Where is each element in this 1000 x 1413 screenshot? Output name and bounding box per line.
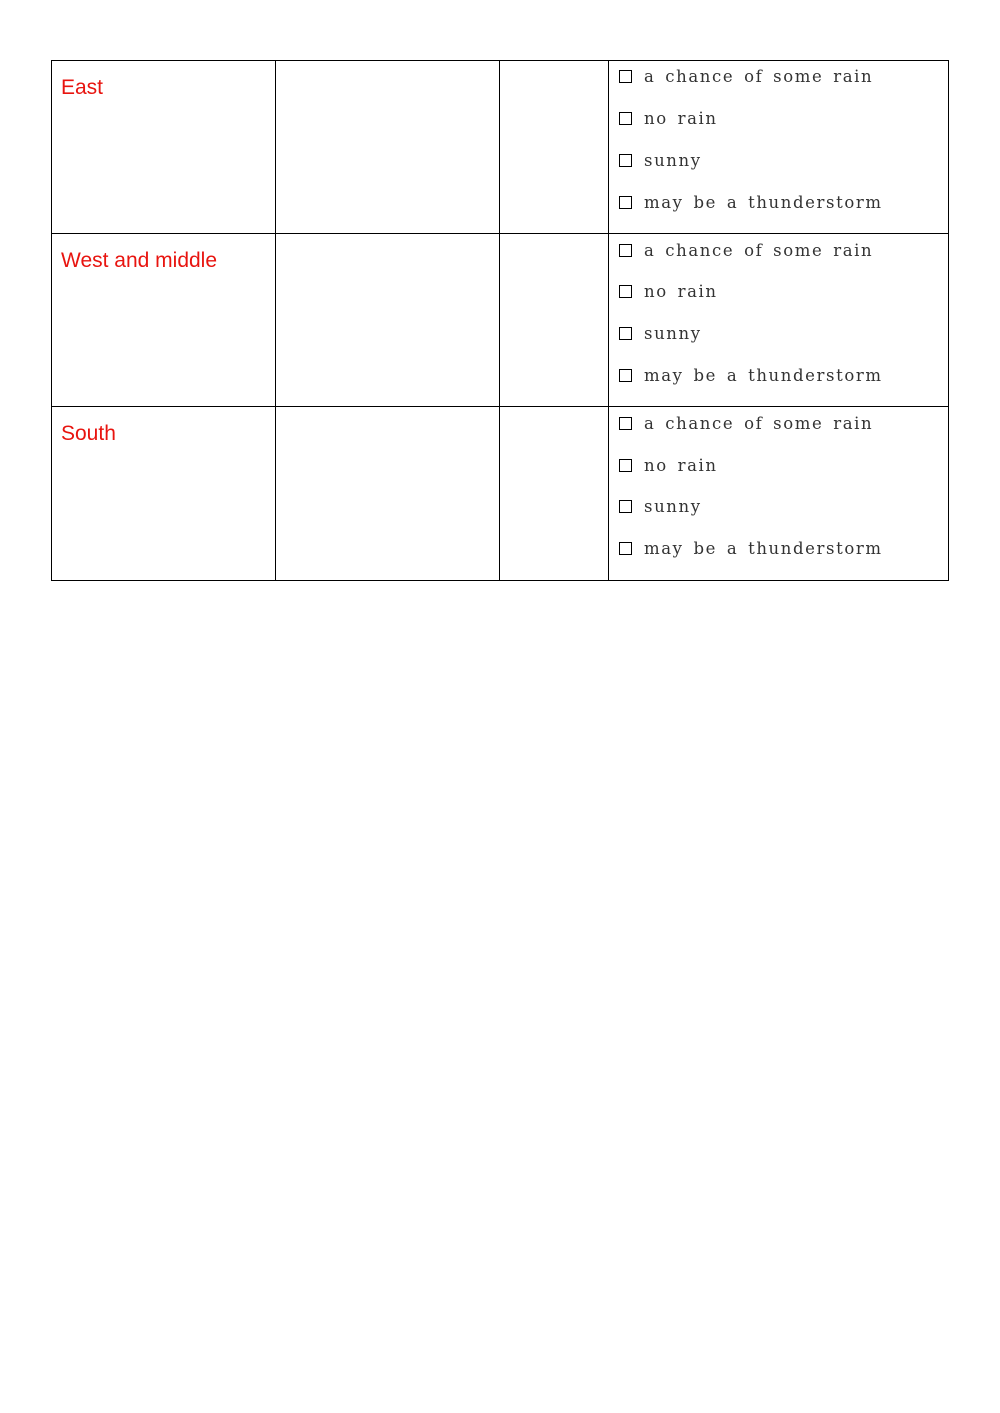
checkbox[interactable] xyxy=(619,542,632,555)
list-item xyxy=(619,271,948,313)
options-cell xyxy=(609,407,949,580)
list-item xyxy=(619,181,948,223)
options-cell xyxy=(609,61,949,234)
option-label: may be a thunderstorm xyxy=(644,192,883,212)
list-item xyxy=(619,229,948,271)
option-label: sunny xyxy=(644,150,702,170)
option-label: sunny xyxy=(644,324,702,344)
options-cell xyxy=(609,234,949,407)
option-label: a chance of some rain xyxy=(644,413,874,433)
option-label: a chance of some rain xyxy=(644,240,874,260)
answer-cell[interactable] xyxy=(500,61,609,234)
weather-worksheet-table xyxy=(51,60,949,581)
checkbox[interactable] xyxy=(619,154,632,167)
checkbox[interactable] xyxy=(619,285,632,298)
checkbox[interactable] xyxy=(619,112,632,125)
list-item xyxy=(619,444,948,486)
table-row xyxy=(52,61,949,234)
list-item xyxy=(619,56,948,98)
answer-cell[interactable] xyxy=(276,234,500,407)
list-item xyxy=(619,528,948,570)
list-item xyxy=(619,402,948,444)
list-item xyxy=(619,355,948,397)
checkbox[interactable] xyxy=(619,70,632,83)
option-label: may be a thunderstorm xyxy=(644,365,883,385)
option-label: may be a thunderstorm xyxy=(644,539,883,559)
option-list xyxy=(609,407,948,569)
region-label: West and middle xyxy=(61,249,218,273)
option-label: no rain xyxy=(644,455,718,475)
checkbox[interactable] xyxy=(619,500,632,513)
list-item xyxy=(619,98,948,140)
option-label: no rain xyxy=(644,109,718,129)
option-label: a chance of some rain xyxy=(644,67,874,87)
checkbox[interactable] xyxy=(619,369,632,382)
option-label: no rain xyxy=(644,282,718,302)
region-label: East xyxy=(61,76,104,99)
checkbox[interactable] xyxy=(619,417,632,430)
region-cell xyxy=(52,407,276,580)
list-item xyxy=(619,486,948,528)
table-row xyxy=(52,234,949,407)
checkbox[interactable] xyxy=(619,196,632,209)
region-cell xyxy=(52,61,276,234)
option-list xyxy=(609,234,948,396)
answer-cell[interactable] xyxy=(500,407,609,580)
answer-cell[interactable] xyxy=(500,234,609,407)
option-label: sunny xyxy=(644,497,702,517)
checkbox[interactable] xyxy=(619,244,632,257)
list-item xyxy=(619,313,948,355)
list-item xyxy=(619,140,948,182)
region-cell xyxy=(52,234,276,407)
answer-cell[interactable] xyxy=(276,407,500,580)
option-list xyxy=(609,61,948,223)
region-label: South xyxy=(61,422,116,446)
checkbox[interactable] xyxy=(619,459,632,472)
checkbox[interactable] xyxy=(619,327,632,340)
table-row xyxy=(52,407,949,580)
answer-cell[interactable] xyxy=(276,61,500,234)
